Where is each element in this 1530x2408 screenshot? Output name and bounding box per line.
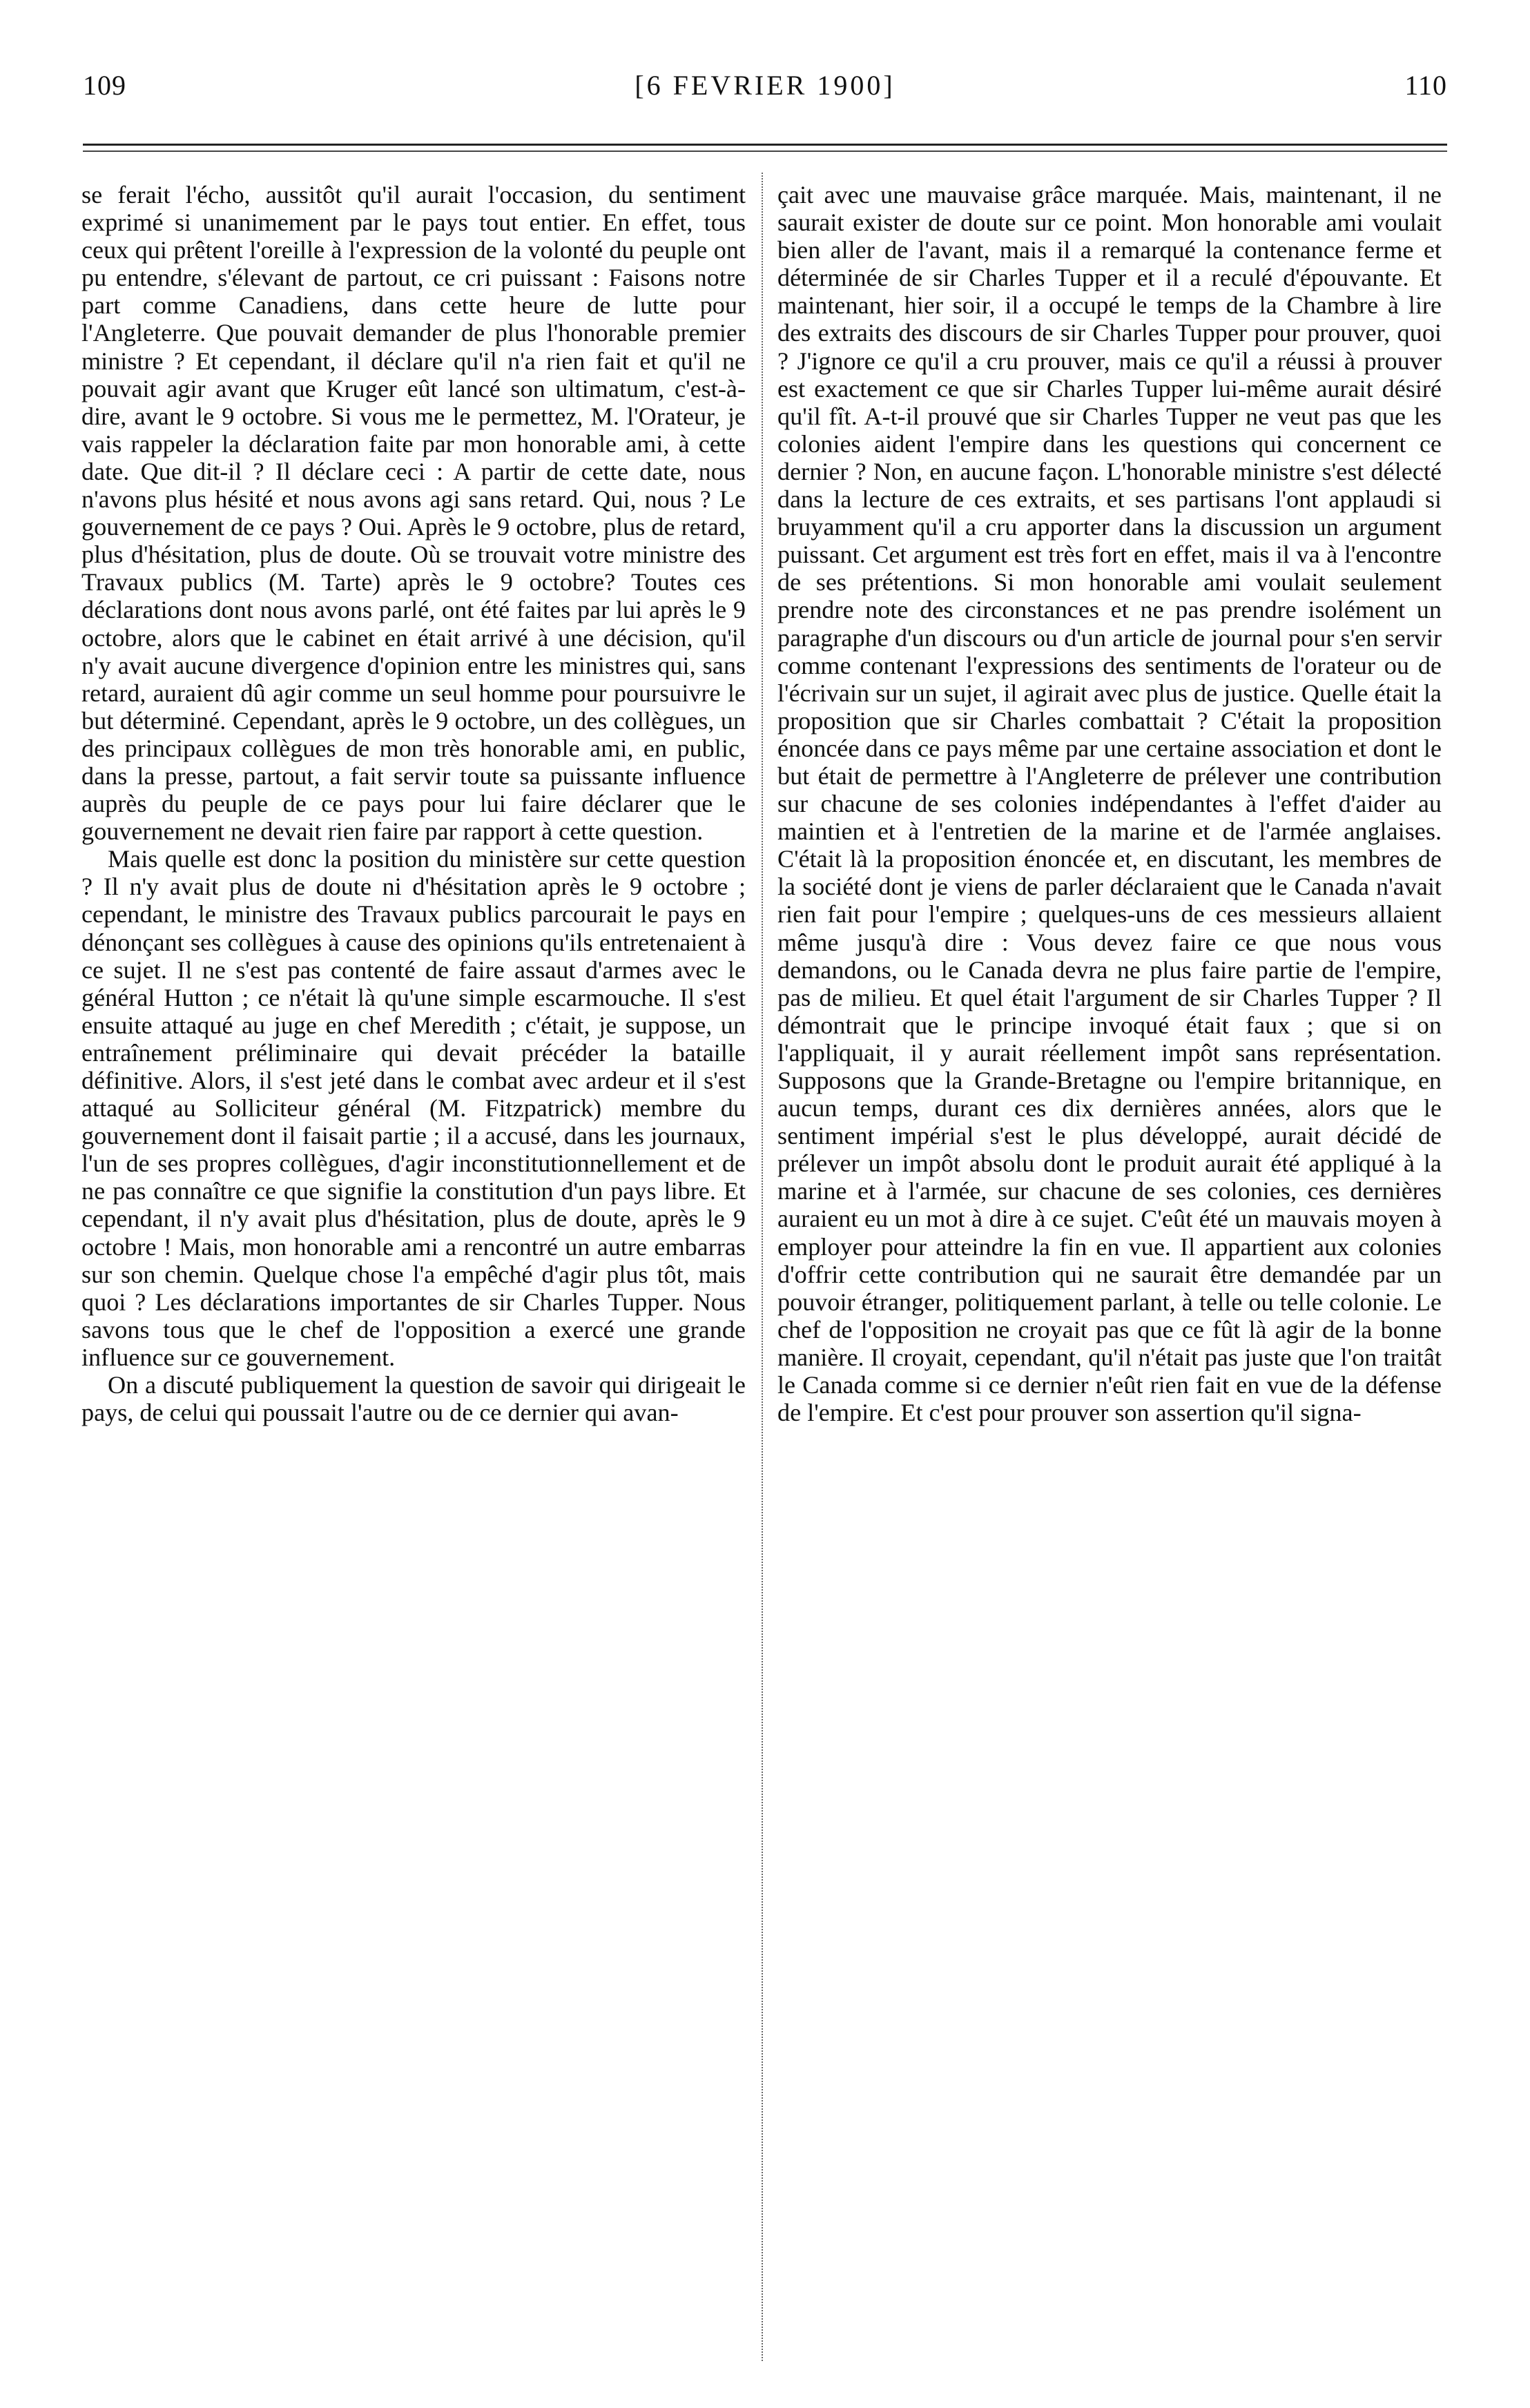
header-rule: [83, 144, 1447, 146]
running-header: [76, 69, 1454, 110]
page-number-right: 110: [1404, 70, 1447, 101]
page-number-left: 109: [83, 70, 126, 101]
header-rule-secondary: [83, 150, 1447, 152]
right-column: [777, 181, 1442, 2376]
left-paragraph-3: On a discuté publiquement la question de savoir qui dirigeait le pays, de celui qui poussait l'autre ou de ce dernier qui avan-: [81, 1371, 746, 1427]
column-divider: [762, 173, 763, 2361]
header-date: [6 FEVRIER 1900]: [635, 70, 895, 101]
left-column: [81, 181, 746, 2376]
right-paragraph-1: çait avec une mauvaise grâce marquée. Mais, maintenant, il ne saurait exister de doute sur ce point. Mon honorable ami voulait bien aller de l'avant, mais il a remarqué la contenance ferme et déterminée de sir Charles Tupper et il a reculé d'épouvante. Et maintenant, hier soir, il a occupé le temps de la Chambre à lire des extraits des discours de sir Charles Tupper pour prouver, quoi ? J'ignore ce qu'il a cru prouver, mais ce qu'il a réussi à prouver est exactement ce que sir Charles Tupper lui-même aurait désiré qu'il fît. A-t-il prouvé que sir Charles Tupper ne veut pas que les colonies aident l'empire dans les questions qui concernent ce dernier ? Non, en aucune façon. L'honorable ministre s'est délecté dans la lecture de ces extraits, et ses partisans l'ont applaudi si bruyamment qu'il a cru apporter dans la discussion un argument puissant. Cet argument est très fort en effet, mais il va à l'encontre de ses prétentions. Si mon honorable ami voulait seulement prendre note des circonstances et ne pas prendre isolément un paragraphe d'un discours ou d'un article de journal pour s'en servir comme contenant l'expressions des sentiments de l'orateur ou de l'écrivain sur un sujet, il agirait avec plus de justice. Quelle était la proposition que sir Charles combattait ? C'était la proposition énoncée dans ce pays même par une certaine association et dont le but était de permettre à l'Angleterre de prélever une contribution sur chacune de ses colonies indépendantes à l'effet d'aider au maintien et à l'entretien de la marine et de l'armée anglaises. C'était là la proposition énoncée et, en discutant, les membres de la société dont je viens de parler déclaraient que le Canada n'avait rien fait pour l'empire ; quelques-uns de ces messieurs allaient même jusqu'à dire : Vous devez faire ce que nous vous demandons, ou le Canada devra ne plus faire partie de l'empire, pas de milieu. Et quel était l'argument de sir Charles Tupper ? Il démontrait que le principe invoqué était faux ; que si on l'appliquait, il y aurait réellement impôt sans représentation. Supposons que la Grande-Bretagne ou l'empire britannique, en aucun temps, durant ces dix dernières années, alors que le sentiment impérial s'est le plus développé, aurait décidé de prélever un impôt absolu dont le produit aurait été appliqué à la marine et à l'armée, sur chacune de ses colonies, ces dernières auraient eu un mot à dire à ce sujet. C'eût été un mauvais moyen à employer pour atteindre la fin en vue. Il appartient aux colonies d'offrir cette contribution qui ne saurait être demandée par un pouvoir étranger, politiquement parlant, à telle ou telle colonie. Le chef de l'opposition ne croyait pas que ce fût là agir de la bonne manière. Il croyait, cependant, qu'il n'était pas juste que l'on traitât le Canada comme si ce dernier n'eût rien fait en vue de la défense de l'empire. Et c'est pour prouver son assertion qu'il signa-: [777, 181, 1442, 1427]
left-paragraph-1: se ferait l'écho, aussitôt qu'il aurait l'occasion, du sentiment exprimé si unanimement par le pays tout entier. En effet, tous ceux qui prêtent l'oreille à l'expression de la volonté du peuple ont pu entendre, s'élevant de partout, ce cri puissant : Faisons notre part comme Canadiens, dans cette heure de lutte pour l'Angleterre. Que pouvait demander de plus l'honorable premier ministre ? Et cependant, il déclare qu'il n'a rien fait et qu'il ne pouvait agir avant que Kruger eût lancé son ultimatum, c'est-à-dire, avant le 9 octobre. Si vous me le permettez, M. l'Orateur, je vais rappeler la déclaration faite par mon honorable ami, à cette date. Que dit-il ? Il déclare ceci : A partir de cette date, nous n'avons plus hésité et nous avons agi sans retard. Qui, nous ? Le gouvernement de ce pays ? Oui. Après le 9 octobre, plus de retard, plus d'hésitation, plus de doute. Où se trouvait votre ministre des Travaux publics (M. Tarte) après le 9 octobre? Toutes ces déclarations dont nous avons parlé, ont été faites par lui après le 9 octobre, alors que le cabinet en était arrivé à une décision, qu'il n'y avait aucune divergence d'opinion entre les ministres qui, sans retard, auraient dû agir comme un seul homme pour poursuivre le but déterminé. Cependant, après le 9 octobre, un des collègues, un des principaux collègues de mon très honorable ami, en public, dans la presse, partout, a fait servir toute sa puissante influence auprès du peuple de ce pays pour lui faire déclarer que le gouvernement ne devait rien faire par rapport à cette question.: [81, 181, 746, 846]
left-paragraph-2: Mais quelle est donc la position du ministère sur cette question ? Il n'y avait plus de doute ni d'hésitation après le 9 octobre ; cependant, le ministre des Travaux publics parcourait le pays en dénonçant ses collègues à cause des opinions qu'ils entretenaient à ce sujet. Il ne s'est pas contenté de faire assaut d'armes avec le général Hutton ; ce n'était là qu'une simple escarmouche. Il s'est ensuite attaqué au juge en chef Meredith ; c'était, je suppose, un entraînement préliminaire qui devait précéder la bataille définitive. Alors, il s'est jeté dans le combat avec ardeur et il s'est attaqué au Solliciteur général (M. Fitzpatrick) membre du gouvernement dont il faisait partie ; il a accusé, dans les journaux, l'un de ses propres collègues, d'agir inconstitutionnellement et de ne pas connaître ce que signifie la constitution d'un pays libre. Et cependant, il n'y avait plus d'hésitation, plus de doute, après le 9 octobre ! Mais, mon honorable ami a rencontré un autre embarras sur son chemin. Quelque chose l'a empêché d'agir plus tôt, mais quoi ? Les déclarations importantes de sir Charles Tupper. Nous savons tous que le chef de l'opposition a exercé une grande influence sur ce gouvernement.: [81, 845, 746, 1371]
